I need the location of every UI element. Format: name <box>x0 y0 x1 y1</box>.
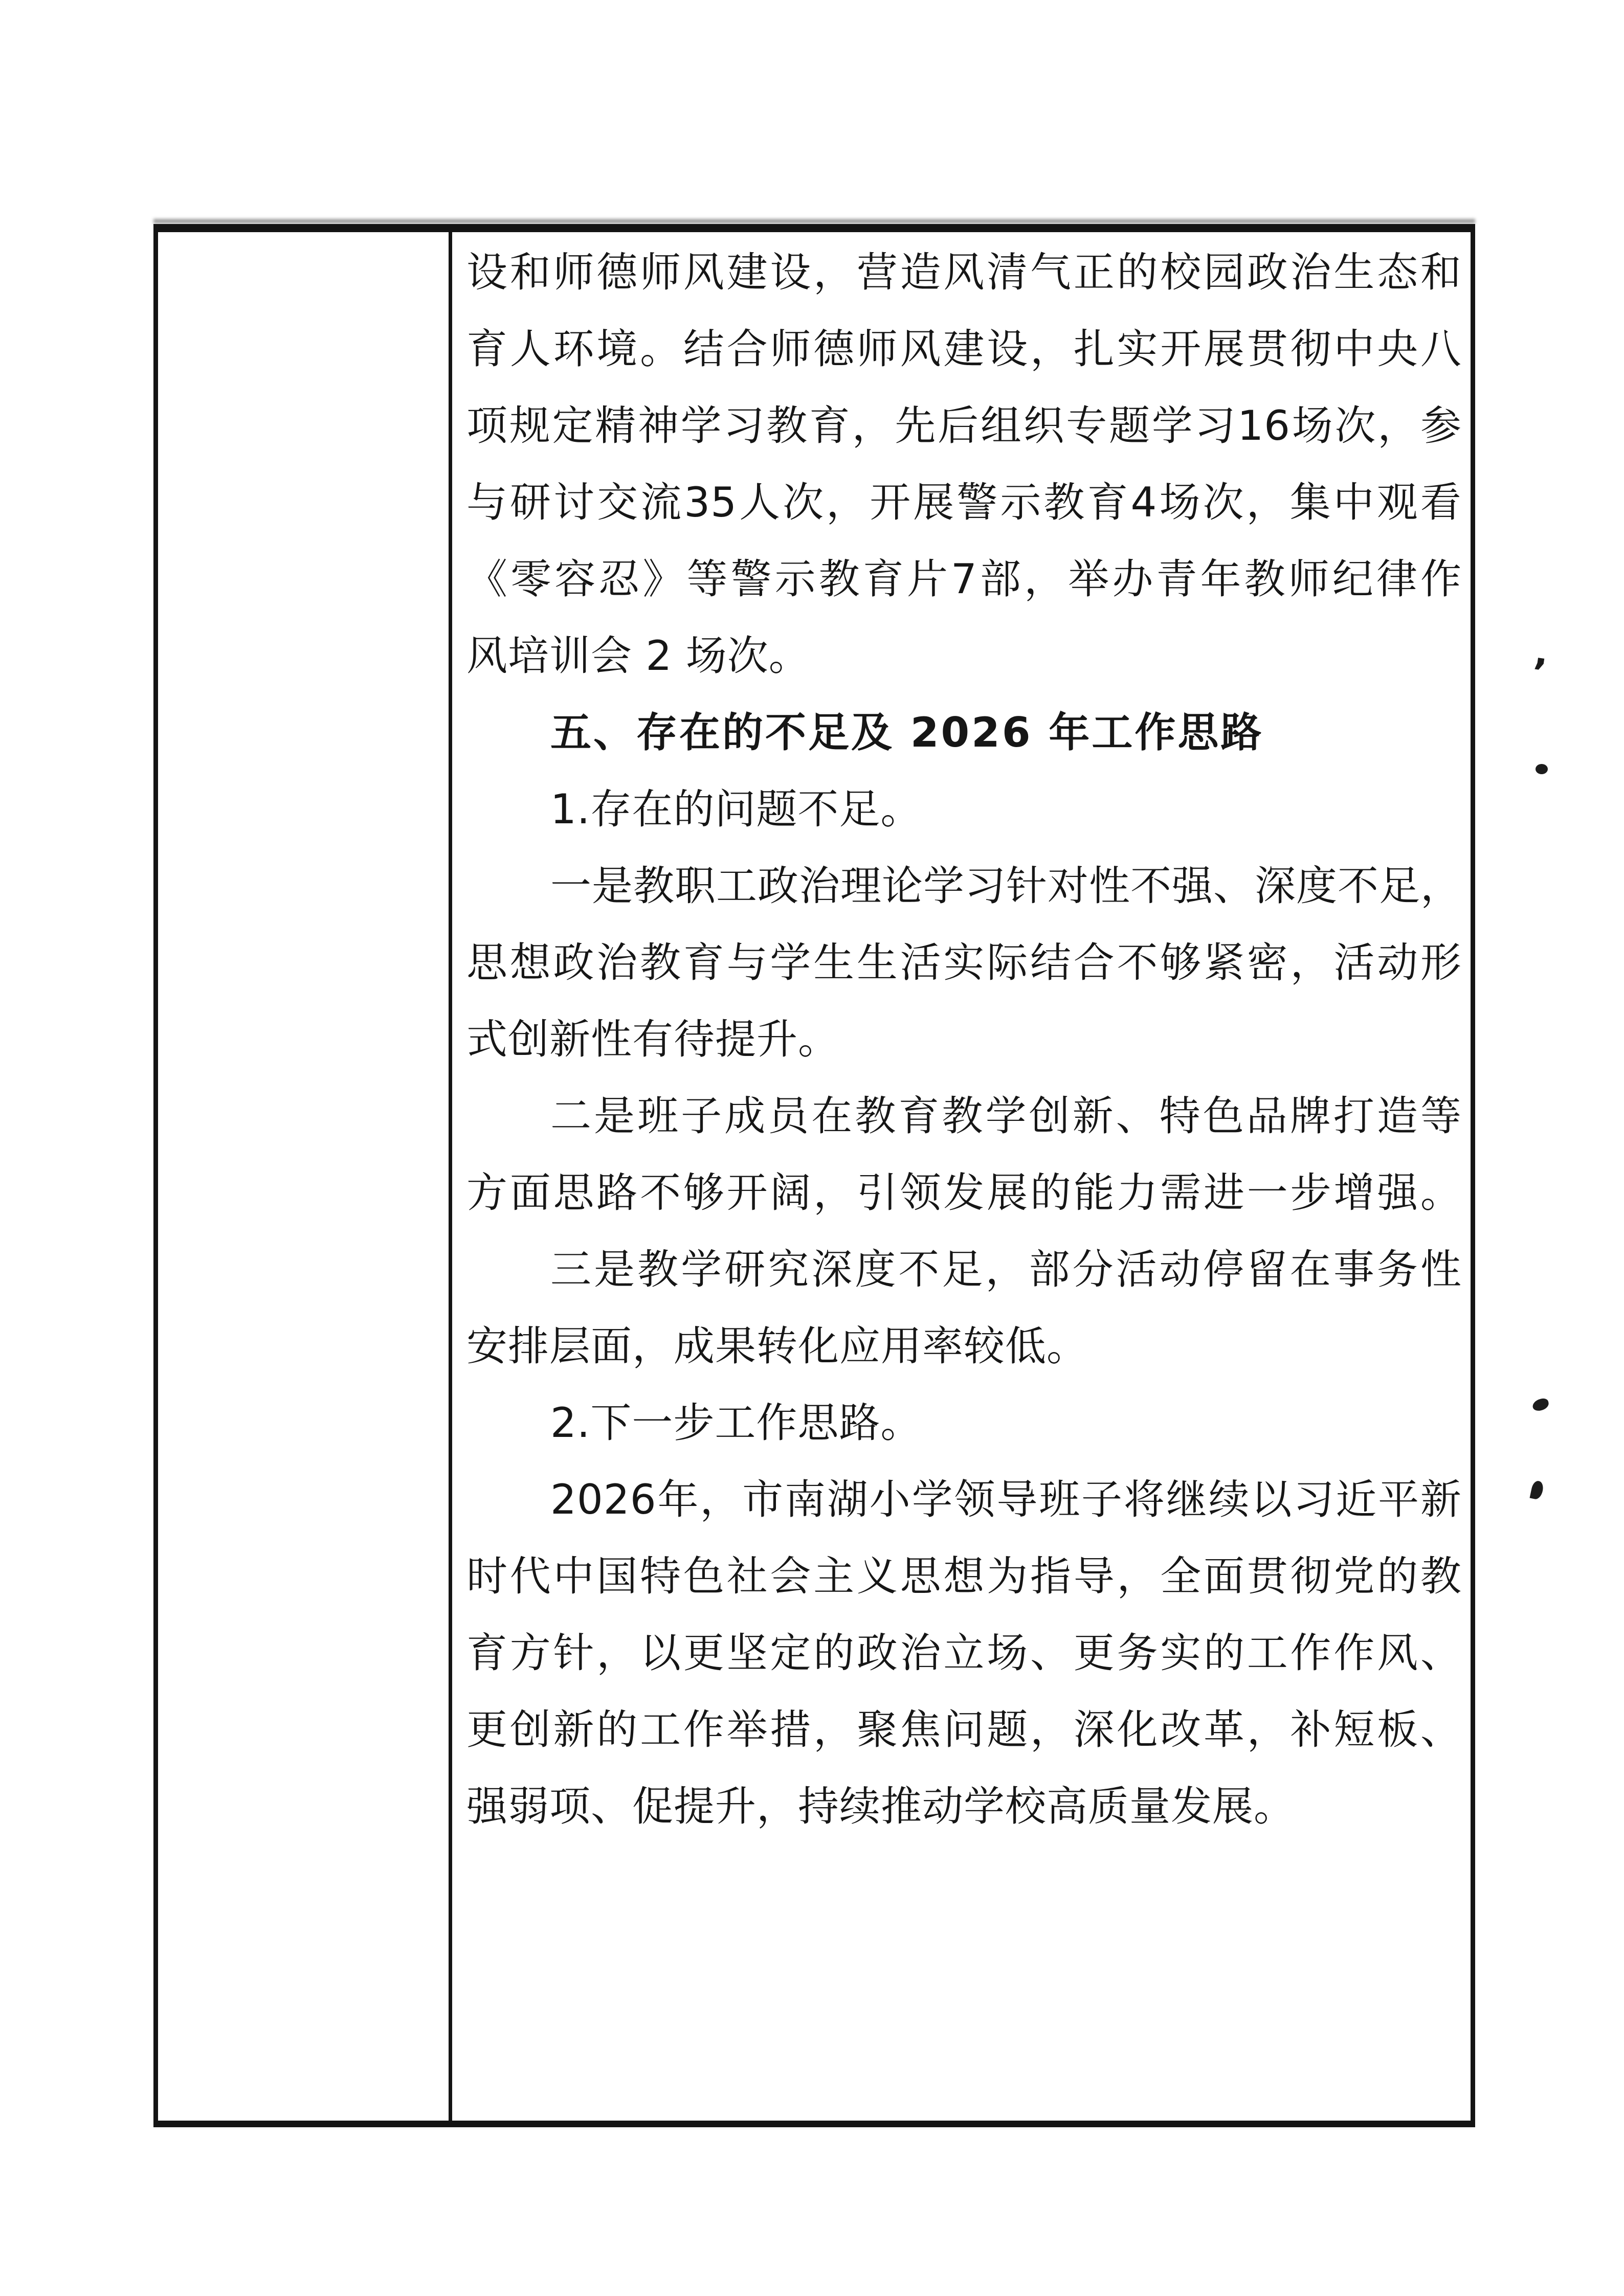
text-line: 思 想 政 治 教 育 与 学 生 生 活 实 际 结 合 不 够 紧 密 ， 活 动 形 <box>466 939 1462 986</box>
text-line: 育 人 环 境 。 结 合 师 德 师 风 建 设 ， 扎 实 开 展 贯 彻 中 央 八 <box>466 325 1462 373</box>
ink-speck: ’ <box>1528 650 1549 696</box>
ink-speck <box>1529 1480 1544 1500</box>
text-line: 方 面 思 路 不 够 开 阔 ， 引 领 发 展 的 能 力 需 进 一 步 增 强 。 <box>466 1169 1462 1217</box>
text-line: 安排层面，成果转化应用率较低。 <box>466 1322 1088 1370</box>
text-line: 更 创 新 的 工 作 举 措 ， 聚 焦 问 题 ， 深 化 改 革 ， 补 短 板 、 <box>466 1706 1462 1753</box>
text-line: 1.存在的问题不足。 <box>550 785 922 833</box>
text-line: 式创新性有待提升。 <box>466 1016 839 1063</box>
section-heading: 五、存在的不足及 2026 年工作思路 <box>550 709 1264 756</box>
text-line: 项 规 定 精 神 学 习 教 育 ， 先 后 组 织 专 题 学 习 16 场 次 ， 参 <box>466 402 1462 449</box>
text-line: 2026 年 ， 市 南 湖 小 学 领 导 班 子 将 继 续 以 习 近 平 新 <box>550 1476 1462 1523</box>
text-line: 一 是 教 职 工 政 治 理 论 学 习 针 对 性 不 强 、 深 度 不 足 ， <box>550 862 1462 910</box>
report-table <box>153 224 1475 2127</box>
ink-speck <box>1531 1397 1550 1412</box>
text-line: 风培训会 2 场次。 <box>466 632 810 680</box>
table-content-column <box>452 232 1471 2121</box>
ink-speck <box>1536 764 1548 774</box>
report-text <box>466 234 1462 1845</box>
text-line: 育 方 针 ， 以 更 坚 定 的 政 治 立 场 、 更 务 实 的 工 作 作 风 、 <box>466 1629 1462 1677</box>
text-line: 三 是 教 学 研 究 深 度 不 足 ， 部 分 活 动 停 留 在 事 务 性 <box>550 1246 1462 1293</box>
text-line: 设 和 师 德 师 风 建 设 ， 营 造 风 清 气 正 的 校 园 政 治 生 态 和 <box>466 249 1462 296</box>
text-line: 《 零 容 忍 》 等 警 示 教 育 片 7 部 ， 举 办 青 年 教 师 纪 律 作 <box>466 555 1462 603</box>
table-label-column <box>158 232 452 2121</box>
text-line: 二 是 班 子 成 员 在 教 育 教 学 创 新 、 特 色 品 牌 打 造 等 <box>550 1092 1462 1140</box>
text-line: 2.下一步工作思路。 <box>550 1399 922 1447</box>
text-line: 与 研 讨 交 流 35 人 次 ， 开 展 警 示 教 育 4 场 次 ， 集 中 观 看 <box>466 479 1462 526</box>
text-line: 强弱项、促提升，持续推动学校高质量发展。 <box>466 1783 1295 1830</box>
text-line: 时 代 中 国 特 色 社 会 主 义 思 想 为 指 导 ， 全 面 贯 彻 党 的 教 <box>466 1552 1462 1600</box>
